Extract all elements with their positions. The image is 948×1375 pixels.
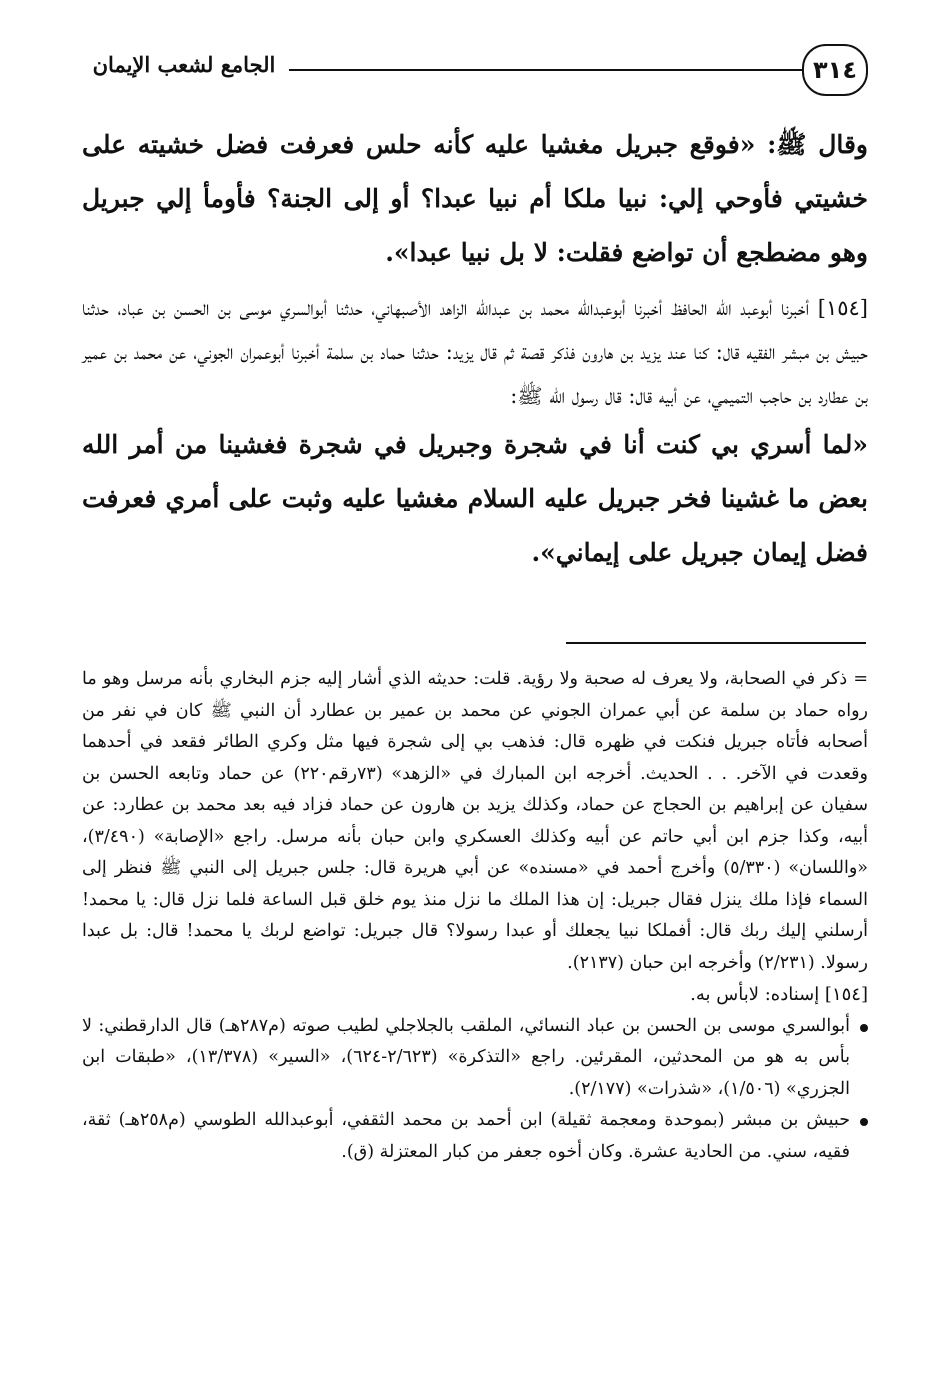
running-title: الجامع لشعب الإيمان (92, 52, 276, 77)
page-number-badge: ٣١٤ (802, 44, 868, 96)
footnotes (82, 664, 868, 1168)
footnote-bullet (82, 1105, 868, 1168)
page-header (84, 44, 868, 104)
isnad-paragraph (82, 286, 868, 418)
entry-number: [١٥٤] (817, 296, 868, 320)
isnad-text: أخبرنا أبوعبد الله الحافظ أخبرنا أبوعبدالله محمد بن عبدالله الزاهد الأصبهاني، حدثنا أبوالسري موسى بن الحسن بن عباد، حدثنا حبيش بن مبشر الفقيه قال: كنا عند يزيد بن هارون فذكر قصة ثم قال يزيد: حدثنا حماد بن سلمة أخبرنا أبوعمران الجوني، عن محمد بن عمير بن عطارد بن حاجب التميمي، عن أبيه قال: قال رسول الله ﷺ: (82, 296, 868, 408)
matn-text: «لما أسري بي كنت أنا في شجرة وجبريل في شجرة فغشينا من أمر الله بعض ما غشينا فخر جبريل عليه السلام مغشيا عليه وثبت على أمري فعرفت فضل إيمان جبريل على إيماني». (82, 430, 868, 567)
bullet-dot-icon (860, 1024, 868, 1032)
footnote-bullet (82, 1011, 868, 1106)
footnote-bullet-text: أبوالسري موسى بن الحسن بن عباد النسائي، الملقب بالجلاجلي لطيب صوته (م٢٨٧هـ) قال الدارقطني: لا بأس به هو من المحدثين، المقرئين. راجع «التذكرة» (٢/٦٢٣-٦٢٤)، «السير» (١٣/٣٧٨)، «طبقات ابن الجزري» (١/٥٠٦)، «شذرات» (٢/١٧٧). (82, 1015, 850, 1099)
footnote-heading: [١٥٤] إسناده: لابأس به. (690, 984, 868, 1005)
intro-hadith: وقال ﷺ: «فوقع جبريل مغشيا عليه كأنه حلس فعرفت فضل خشيته على خشيتي فأوحي إلي: نبيا ملكا أم نبيا عبدا؟ أو إلى الجنة؟ فأومأ إلي جبريل وهو مضطجع أن تواضع فقلت: لا بل نبيا عبدا». (82, 130, 868, 267)
bullet-dot-icon (860, 1118, 868, 1126)
footnote-bullet-text: حبيش بن مبشر (بموحدة ومعجمة ثقيلة) ابن أحمد بن محمد الثقفي، أبوعبدالله الطوسي (م٢٥٨هـ) ثقة، فقيه، سني. من الحادية عشرة. وكان أخوه جعفر من كبار المعتزلة (ق). (82, 1110, 851, 1162)
footnote-continuation: = ذكر في الصحابة، ولا يعرف له صحبة ولا رؤية. قلت: حديثه الذي أشار إليه جزم البخاري بأنه مرسل وهو ما رواه حماد بن سلمة عن أبي عمران الجوني عن محمد بن عمير بن عطارد أن النبي ﷺ كان في نفر من أصحابه فأتاه جبريل فنكت في ظهره قال: فذهب بي إلى شجرة فيها مثل وكري الطائر فقعد في أحدهما وقعدت في الآخر. . . الحديث. أخرجه ابن المبارك في «الزهد» (٧٣رقم٢٢٠) عن حماد وتابعه الحسن بن سفيان عن إبراهيم بن الحجاج عن حماد، وكذلك يزيد بن هارون عن حماد فزاد فيه بعد محمد بن عطارد: عن أبيه، وكذا جزم ابن أبي حاتم عن أبيه وكذلك العسكري وابن حبان بأنه مرسل. راجع «الإصابة» (٣/٤٩٠)، «واللسان» (٥/٣٣٠) وأخرج أحمد في «مسنده» عن أبي هريرة قال: جلس جبريل إلى النبي ﷺ فنظر إلى السماء فإذا ملك ينزل فقال جبريل: إن هذا الملك ما نزل منذ يوم خلق قبل الساعة فلما نزل قال: يا محمد! أرسلني إليك ربك قال: أفملكا نبيا يجعلك أو عبدا رسولا؟ قال جبريل: تواضع لربك يا محمد! قال: بل عبدا رسولا. (٢/٢٣١) وأخرجه ابن حبان (٢١٣٧). (82, 669, 868, 973)
header-rule (289, 69, 802, 71)
footnote-divider (566, 642, 866, 644)
main-text (82, 118, 868, 580)
